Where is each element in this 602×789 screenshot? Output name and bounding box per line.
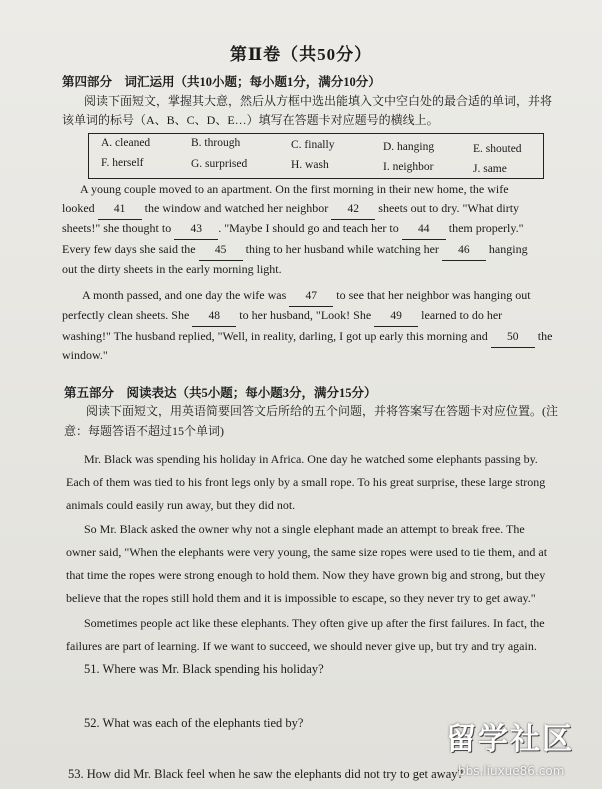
passage-line-3: animals could easily run away, but they did not. — [66, 498, 296, 512]
part5-instruction-2: 意：每题答语不超过15个单词) — [64, 424, 224, 438]
watermark-url: bbs.liuxue86.com — [458, 764, 565, 778]
word-options-box — [88, 133, 544, 179]
blank-45: 45 — [199, 241, 243, 261]
passage-line-8: Sometimes people act like these elephants. They often give up after the first failures. In fact, the — [84, 616, 545, 630]
site-watermark — [438, 706, 602, 789]
part5-instruction-1: 阅读下面短文，用英语简要回答文后所给的五个问题，并将答案写在答题卡对应位置。(注 — [86, 404, 558, 418]
blank-50: 50 — [491, 328, 535, 348]
cloze-line-4: Every few days she said the 45 thing to her husband while watching her 46 hanging — [62, 240, 528, 261]
part4-heading: 第四部分 词汇运用（共10小题；每小题1分，满分10分） — [62, 75, 381, 89]
passage-line-2: Each of them was tied to his front legs only by a small rope. To his great surprise, these large strong — [66, 475, 546, 489]
option-j: J. same — [473, 163, 507, 175]
watermark-logo: 留学社区 — [446, 722, 574, 757]
passage-line-6: that time the ropes were strong enough to hold them. Now they have grown big and strong, but they — [66, 568, 546, 582]
cloze-line-1: A young couple moved to an apartment. On the first morning in their new home, the wife — [80, 182, 509, 196]
question-52: 52. What was each of the elephants tied by? — [84, 716, 304, 730]
option-e: E. shouted — [473, 143, 522, 155]
blank-42: 42 — [331, 200, 375, 220]
passage-line-1: Mr. Black was spending his holiday in Africa. One day he watched some elephants passing by. — [84, 452, 538, 466]
cloze-line-7: perfectly clean sheets. She 48 to her husband, "Look! She 49 learned to do her — [62, 306, 502, 327]
cloze-line-5: out the dirty sheets in the early morning light. — [62, 262, 282, 276]
passage-line-7: believe that the ropes still hold them and it is impossible to escape, so they never try to get away." — [66, 591, 536, 605]
blank-43: 43 — [174, 220, 218, 240]
blank-44: 44 — [402, 220, 446, 240]
option-i: I. neighbor — [383, 161, 434, 173]
blank-48: 48 — [192, 307, 236, 327]
option-d: D. hanging — [383, 141, 435, 153]
cloze-line-8: washing!" The husband replied, "Well, in reality, darling, I got up early this morning and 50 the — [62, 327, 552, 348]
part5-heading: 第五部分 阅读表达（共5小题；每小题3分，满分15分） — [64, 386, 377, 400]
option-h: H. wash — [291, 159, 329, 171]
blank-41: 41 — [98, 200, 142, 220]
cloze-line-6: A month passed, and one day the wife was 47 to see that her neighbor was hanging out — [82, 286, 531, 307]
passage-line-5: owner said, "When the elephants were very young, the same size ropes were used to tie them, and at — [66, 545, 548, 559]
part4-instruction-1: 阅读下面短文，掌握其大意，然后从方框中选出能填入文中空白处的最合适的单词，并将 — [84, 94, 553, 108]
section-title: 第Ⅱ卷（共50分） — [229, 45, 373, 64]
option-a: A. cleaned — [101, 137, 151, 149]
option-c: C. finally — [291, 139, 335, 151]
blank-47: 47 — [289, 287, 333, 307]
cloze-line-3: sheets!" she thought to 43 . "Maybe I should go and teach her to 44 them properly." — [62, 219, 524, 240]
passage-line-4: So Mr. Black asked the owner why not a single elephant made an attempt to break free. The — [84, 522, 525, 536]
blank-49: 49 — [374, 307, 418, 327]
passage-line-9: failures are part of learning. If we want to succeed, we should never give up, but try and try again. — [66, 639, 537, 653]
question-51: 51. Where was Mr. Black spending his holiday? — [84, 662, 324, 676]
question-53: 53. How did Mr. Black feel when he saw the elephants did not try to get away? — [68, 767, 464, 781]
option-f: F. herself — [101, 157, 144, 169]
cloze-line-2: looked 41 the window and watched her neighbor 42 sheets out to dry. "What dirty — [62, 199, 519, 220]
option-b: B. through — [191, 137, 241, 149]
blank-46: 46 — [442, 241, 486, 261]
cloze-line-9: window." — [62, 348, 108, 362]
option-g: G. surprised — [191, 158, 248, 170]
part4-instruction-2: 该单词的标号（A、B、C、D、E…）填写在答题卡对应题号的横线上。 — [62, 113, 439, 127]
